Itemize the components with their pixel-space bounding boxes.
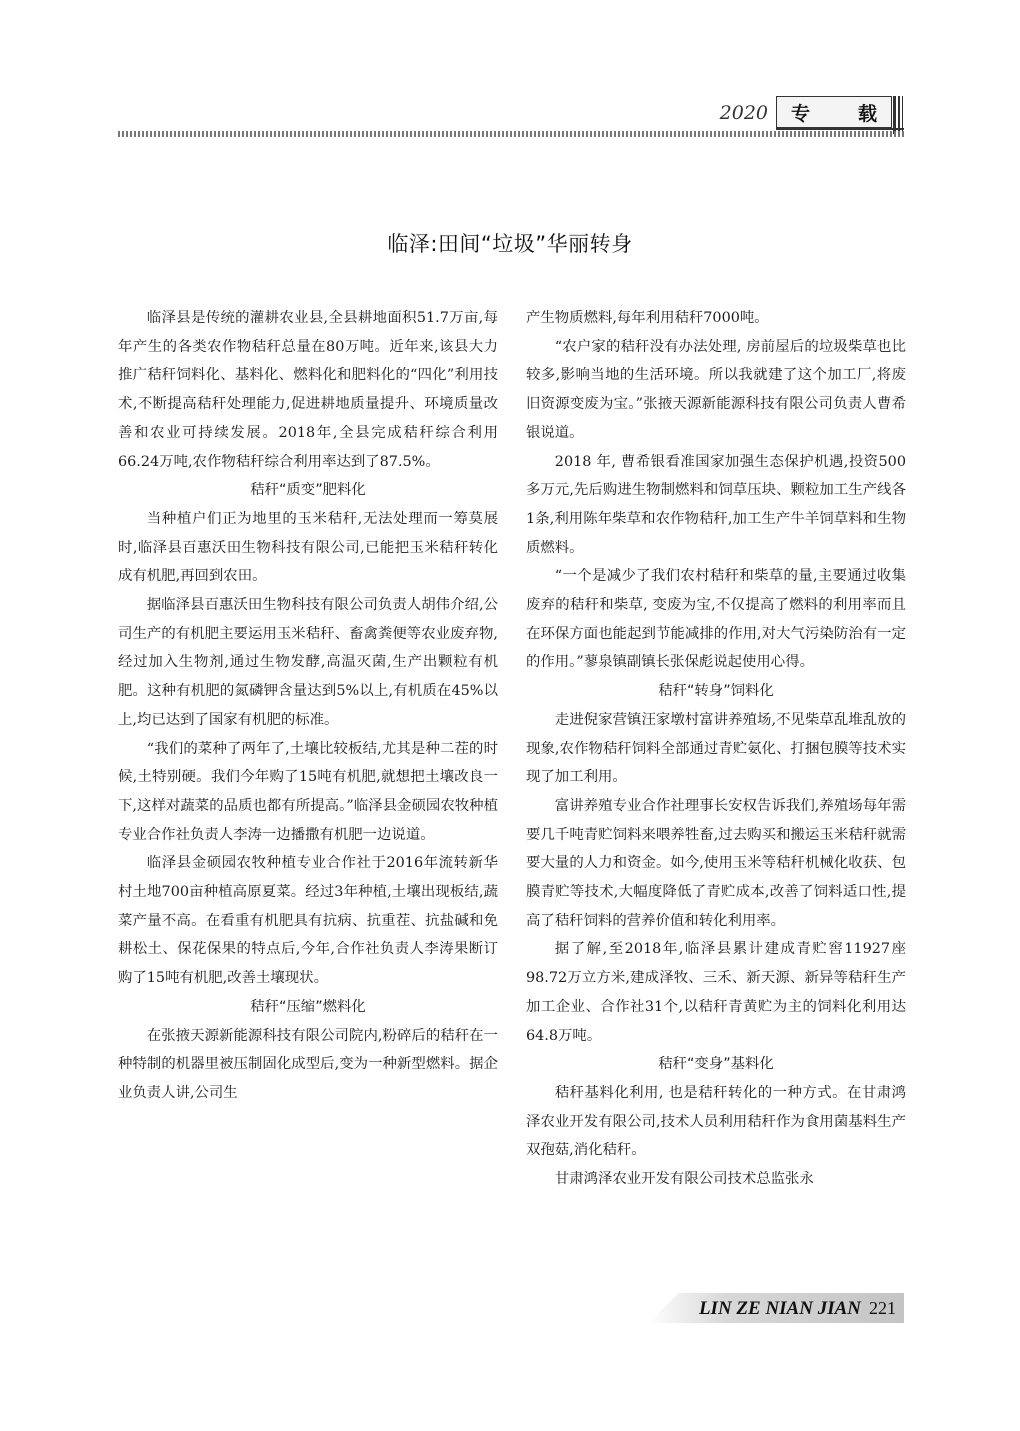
- page-number: 221: [869, 1298, 896, 1318]
- paragraph: 2018 年, 曹希银看准国家加强生态保护机遇,投资500多万元,先后购进生物制燃料和饲草压块、颗粒加工生产线各1条,利用陈年柴草和农作物秸秆,加工生产牛羊饲草料和生物质燃料。: [526, 453, 906, 556]
- paragraph: “农户家的秸秆没有办法处理, 房前屋后的垃圾柴草也比较多,影响当地的生活环境。所以我就建了这个加工厂,将废旧资源变废为宝。”张掖天源新能源科技有限公司负责人曹希银说道。: [526, 338, 906, 441]
- paragraph: 甘肃鸿泽农业开发有限公司技术总监张永: [554, 1171, 814, 1188]
- paragraph: 临泽县是传统的灌耕农业县,全县耕地面积51.7万亩,每年产生的各类农作物秸秆总量在80万吨。近年来,该县大力推广秸秆饲料化、基料化、燃料化和肥料化的“四化”利用技术,不断提高秸秆处理能力,促进耕地质量提升、环境质量改善和农业可持续发展。2018年,全县完成秸秆综合利用66.24万吨,农作物秸秆综合利用率达到了87.5%。: [118, 310, 498, 470]
- paragraph: 据临泽县百惠沃田生物科技有限公司负责人胡伟介绍,公司生产的有机肥主要运用玉米秸秆、畜禽粪便等农业废弃物,经过加入生物剂,通过生物发酵,高温灭菌,生产出颗粒有机肥。这种有机肥的氮磷钾含量达到5%以上,有机质在45%以上,均已达到了国家有机肥的标准。: [118, 597, 498, 728]
- paragraph: “我们的菜种了两年了,土壤比较板结,尤其是种二茬的时候,土特别硬。我们今年购了15吨有机肥,就想把土壤改良一下,这样对蔬菜的品质也都有所提高。”临泽县金硕园农牧种植专业合作社负责人李涛一边播撒有机肥一边说道。: [118, 740, 498, 843]
- section-heading: 秸秆“质变”肥料化: [250, 482, 366, 499]
- section-char-1: 专: [791, 102, 811, 125]
- section-char-2: 载: [857, 102, 877, 125]
- header-box-underline: [776, 128, 904, 130]
- header-dotted-rule: [118, 131, 904, 137]
- right-column: [526, 304, 906, 1194]
- footer-journal-name: LIN ZE NIAN JIAN: [698, 1298, 861, 1319]
- paragraph: 当种植户们正为地里的玉米秸秆,无法处理而一筹莫展时,临泽县百惠沃田生物科技有限公司,已能把玉米秸秆转化成有机肥,再回到农田。: [118, 510, 498, 585]
- article-title: 临泽:田间“垃圾”华丽转身: [387, 232, 633, 256]
- paragraph: 富讲养殖专业合作社理事长安权告诉我们,养殖场每年需要几千吨青贮饲料来喂养牲畜,过去购买和搬运玉米秸秆就需要大量的人力和资金。如今,使用玉米等秸秆机械化收获、包膜青贮等技术,大幅度降低了青贮成本,改善了饲料适口性,提高了秸秆饲料的营养价值和转化利用率。: [526, 797, 906, 929]
- section-heading: 秸秆“转身”饲料化: [658, 683, 774, 700]
- left-column: [118, 304, 498, 1108]
- paragraph: 据了解,至2018年,临泽县累计建成青贮窖11927座98.72万立方米,建成泽牧、三禾、新天源、新异等秸秆生产加工企业、合作社31个,以秸秆青黄贮为主的饲料化利用达64.8万吨。: [526, 941, 906, 1044]
- paragraph: 临泽县金硕园农牧种植专业合作社于2016年流转新华村土地700亩种植高原夏菜。经过3年种植,土壤出现板结,蔬菜产量不高。在看重有机肥具有抗病、抗重茬、抗盐碱和免耕松土、保花保果的特点后,今年,合作社负责人李涛果断订购了15吨有机肥,改善土壤现状。: [118, 855, 498, 987]
- footer: [660, 1293, 896, 1323]
- paragraph: 秸秆基料化利用, 也是秸秆转化的一种方式。在甘肃鸿泽农业开发有限公司,技术人员利用秸秆作为食用菌基料生产双孢菇,消化秸秆。: [526, 1084, 906, 1159]
- paragraph: “一个是减少了我们农村秸秆和柴草的量,主要通过收集废弃的秸秆和柴草, 变废为宝,不仅提高了燃料的利用率而且在环保方面也能起到节能减排的作用,对大气污染防治有一定的作用。”蓼泉镇副镇长张保彪说起使用心得。: [526, 568, 906, 671]
- paragraph: 在张掖天源新能源科技有限公司院内,粉碎后的秸秆在一种特制的机器里被压制固化成型后,变为一种新型燃料。据企业负责人讲,公司生: [118, 1027, 498, 1101]
- paragraph: 产生物质燃料,每年利用秸秆7000吨。: [526, 310, 769, 326]
- section-label: [776, 96, 892, 128]
- section-heading: 秸秆“压缩”燃料化: [250, 998, 366, 1015]
- paragraph: 走进倪家营镇汪家墩村富讲养殖场,不见柴草乱堆乱放的现象,农作物秸秆饲料全部通过青贮氨化、打捆包膜等技术实现了加工利用。: [526, 711, 906, 786]
- section-heading: 秸秆“变身”基料化: [658, 1056, 774, 1073]
- header-year: 2020: [719, 102, 768, 124]
